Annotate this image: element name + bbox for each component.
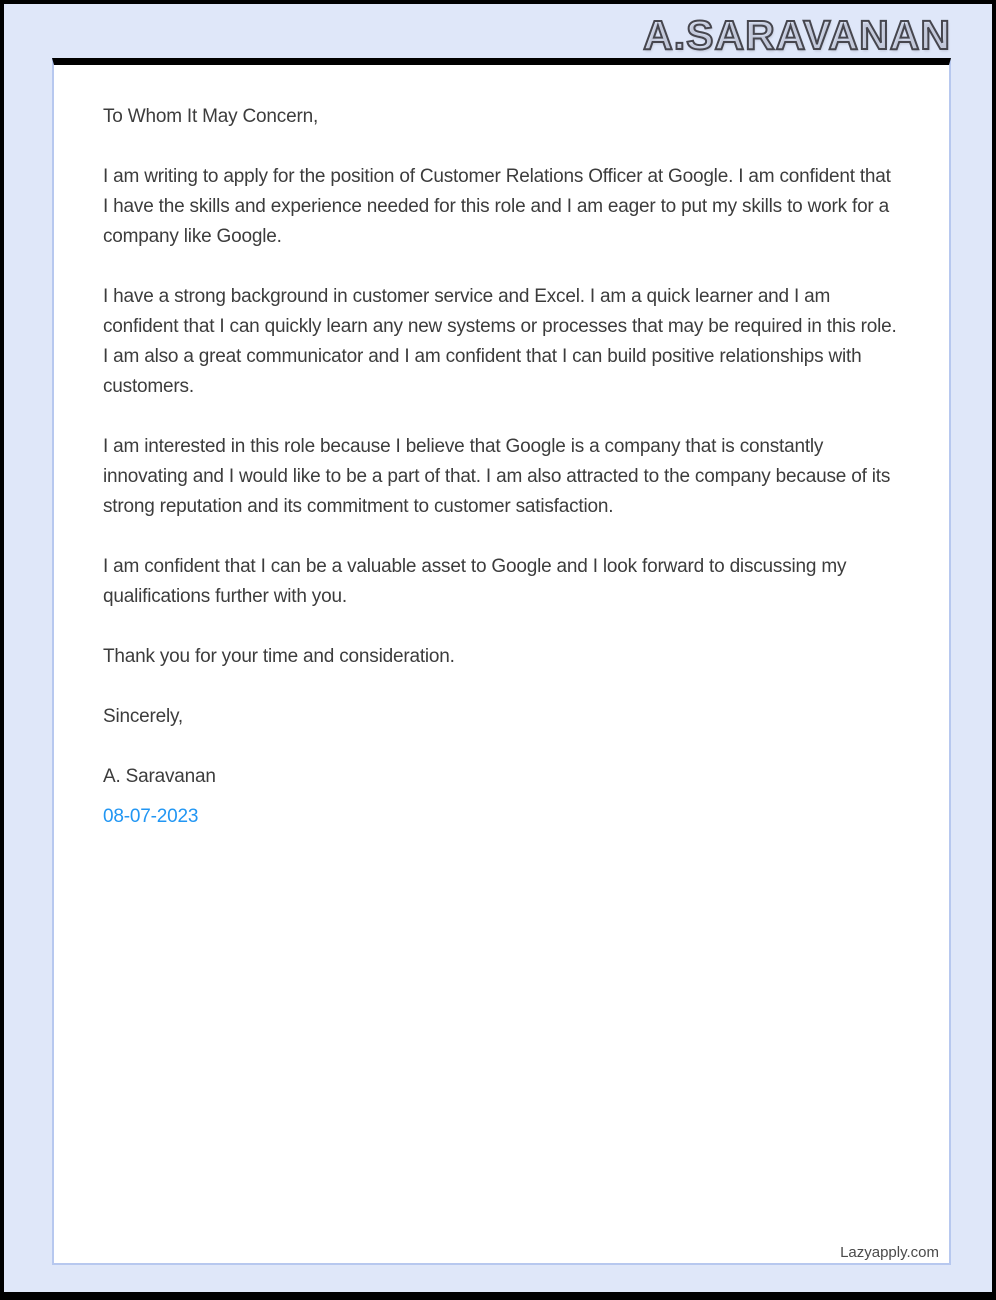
thanks-line: Thank you for your time and consideration. bbox=[103, 646, 455, 667]
letter-paragraph: I am confident that I can be a valuable asset to Google and I look forward to discussing my qualifications further with you. bbox=[103, 556, 847, 607]
lazyapply-watermark-link[interactable]: Lazyapply.com bbox=[840, 1244, 939, 1261]
letter-paragraph: I am writing to apply for the position of Customer Relations Officer at Google. I am confident that I have the skills and experience needed for this role and I am eager to put my skills to work for a company like Google. bbox=[103, 166, 891, 247]
signature-name: A. Saravanan bbox=[103, 766, 216, 787]
document-canvas bbox=[4, 4, 992, 1292]
letter-paragraph: I am interested in this role because I believe that Google is a company that is constantly innovating and I would like to be a part of that. I am also attracted to the company because of its strong reputation and its commitment to customer satisfaction. bbox=[103, 436, 891, 517]
closing-line: Sincerely, bbox=[103, 706, 184, 727]
letter-paragraph: I have a strong background in customer service and Excel. I am a quick learner and I am confident that I can quickly learn any new systems or processes that may be required in this role. I am also a great communicator and I am confident that I can build positive relationships with customers. bbox=[103, 286, 897, 397]
salutation: To Whom It May Concern, bbox=[103, 106, 319, 127]
letterhead bbox=[52, 4, 951, 58]
letter-date: 08-07-2023 bbox=[103, 806, 199, 827]
letter-page bbox=[52, 58, 951, 1265]
letterhead-name: A.SARAVANAN bbox=[643, 12, 951, 58]
